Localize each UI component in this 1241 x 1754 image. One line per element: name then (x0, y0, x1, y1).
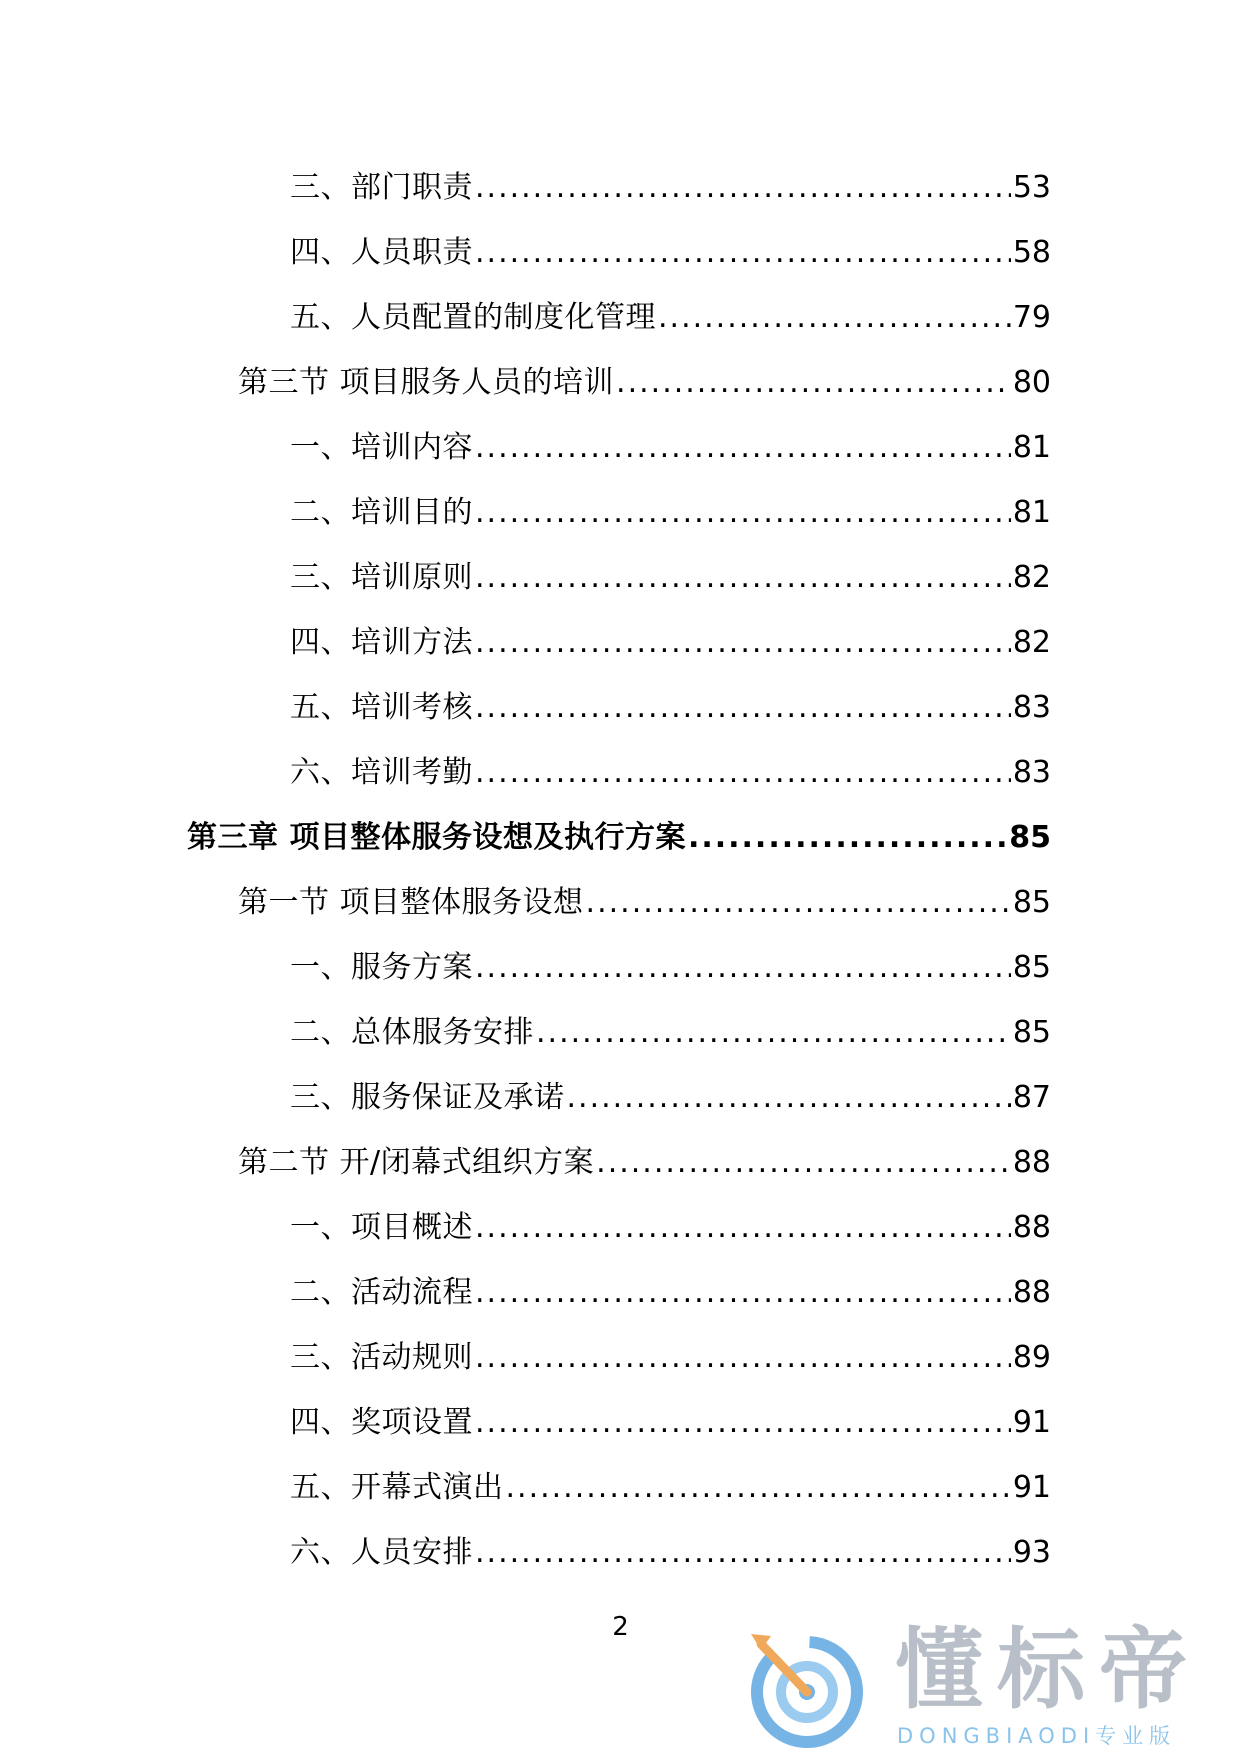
toc-entry-page: 88 (1012, 1145, 1051, 1180)
toc-entry-label: 一、服务方案 (290, 950, 473, 985)
toc-entry-label: 二、活动流程 (290, 1275, 473, 1310)
toc-entry[interactable] (0, 163, 1241, 228)
toc-entry[interactable] (0, 943, 1241, 1008)
toc-entry-page: 85 (1012, 885, 1051, 920)
toc-dot-leader (475, 1341, 1011, 1375)
toc-entry-label: 第一节 项目整体服务设想 (238, 885, 584, 920)
toc-entry-page: 93 (1012, 1535, 1051, 1570)
toc-dot-leader (475, 1276, 1011, 1310)
toc-dot-leader (475, 1536, 1011, 1570)
toc-entry-page: 80 (1012, 365, 1051, 400)
toc-dot-leader (567, 1081, 1011, 1115)
toc-entry-label: 二、培训目的 (290, 495, 473, 530)
toc-entry-page: 85 (1012, 1015, 1051, 1050)
toc-entry-page: 85 (1009, 820, 1051, 855)
toc-dot-leader (506, 1471, 1011, 1505)
toc-entry[interactable] (0, 1073, 1241, 1138)
toc-entry-page: 91 (1012, 1405, 1051, 1440)
toc-entry-page: 81 (1012, 495, 1051, 530)
toc-entry-page: 79 (1012, 300, 1051, 335)
toc-entry-label: 五、培训考核 (290, 690, 473, 725)
toc-entry-label: 第三节 项目服务人员的培训 (238, 365, 615, 400)
toc-entry[interactable] (0, 423, 1241, 488)
toc-section-entry[interactable] (0, 1138, 1241, 1203)
watermark (745, 1620, 1225, 1754)
toc-entry-label: 四、培训方法 (290, 625, 473, 660)
toc-entry-label: 三、培训原则 (290, 560, 473, 595)
toc-dot-leader (475, 1211, 1011, 1245)
toc-entry-page: 53 (1012, 170, 1051, 205)
toc-dot-leader (475, 171, 1011, 205)
toc-dot-leader (475, 431, 1011, 465)
toc-entry[interactable] (0, 1463, 1241, 1528)
watermark-title: 懂标帝 (895, 1618, 1202, 1721)
toc-entry-page: 85 (1012, 950, 1051, 985)
toc-dot-leader (475, 951, 1011, 985)
toc-entry-label: 二、总体服务安排 (290, 1015, 534, 1050)
toc-dot-leader (475, 496, 1011, 530)
toc-dot-leader (475, 561, 1011, 595)
toc-entry-label: 第二节 开/闭幕式组织方案 (238, 1145, 595, 1180)
toc-entry[interactable] (0, 553, 1241, 618)
toc-dot-leader (688, 821, 1007, 855)
toc-entry-page: 83 (1012, 690, 1051, 725)
toc-entry-label: 六、人员安排 (290, 1535, 473, 1570)
toc-chapter-entry[interactable] (0, 813, 1241, 878)
toc-entry-label: 六、培训考勤 (290, 755, 473, 790)
table-of-contents (0, 163, 1241, 1593)
toc-entry[interactable] (0, 1203, 1241, 1268)
toc-dot-leader (475, 626, 1011, 660)
toc-entry-page: 87 (1012, 1080, 1051, 1115)
toc-section-entry[interactable] (0, 358, 1241, 423)
toc-dot-leader (475, 1406, 1011, 1440)
toc-entry[interactable] (0, 1333, 1241, 1398)
toc-dot-leader (658, 301, 1011, 335)
toc-entry[interactable] (0, 1008, 1241, 1073)
toc-entry-label: 三、部门职责 (290, 170, 473, 205)
watermark-subtitle: DONGBIAODI专业版 (897, 1724, 1177, 1748)
page-number: 2 (612, 1612, 629, 1642)
toc-entry[interactable] (0, 683, 1241, 748)
toc-entry[interactable] (0, 1398, 1241, 1463)
toc-entry[interactable] (0, 293, 1241, 358)
toc-entry-page: 83 (1012, 755, 1051, 790)
toc-entry[interactable] (0, 1268, 1241, 1333)
toc-entry[interactable] (0, 228, 1241, 293)
toc-entry-page: 89 (1012, 1340, 1051, 1375)
toc-entry-label: 一、培训内容 (290, 430, 473, 465)
toc-entry-label: 四、人员职责 (290, 235, 473, 270)
toc-section-entry[interactable] (0, 878, 1241, 943)
toc-dot-leader (475, 756, 1011, 790)
toc-entry-page: 88 (1012, 1210, 1051, 1245)
toc-entry-page: 81 (1012, 430, 1051, 465)
toc-dot-leader (616, 366, 1011, 400)
toc-entry-label: 一、项目概述 (290, 1210, 473, 1245)
toc-entry[interactable] (0, 488, 1241, 553)
toc-entry-label: 三、活动规则 (290, 1340, 473, 1375)
toc-entry-label: 四、奖项设置 (290, 1405, 473, 1440)
toc-entry-page: 82 (1012, 625, 1051, 660)
toc-entry-label: 第三章 项目整体服务设想及执行方案 (187, 820, 686, 855)
toc-dot-leader (475, 236, 1011, 270)
toc-dot-leader (586, 886, 1011, 920)
toc-dot-leader (536, 1016, 1011, 1050)
toc-entry-label: 五、开幕式演出 (290, 1470, 504, 1505)
toc-entry-page: 88 (1012, 1275, 1051, 1310)
toc-entry-label: 三、服务保证及承诺 (290, 1080, 565, 1115)
toc-entry[interactable] (0, 748, 1241, 813)
toc-entry[interactable] (0, 618, 1241, 683)
toc-entry-page: 91 (1012, 1470, 1051, 1505)
toc-entry-page: 82 (1012, 560, 1051, 595)
toc-entry-label: 五、人员配置的制度化管理 (290, 300, 656, 335)
toc-dot-leader (475, 691, 1011, 725)
toc-entry[interactable] (0, 1528, 1241, 1593)
target-arrow-logo-icon (745, 1620, 875, 1754)
toc-entry-page: 58 (1012, 235, 1051, 270)
toc-dot-leader (596, 1146, 1011, 1180)
